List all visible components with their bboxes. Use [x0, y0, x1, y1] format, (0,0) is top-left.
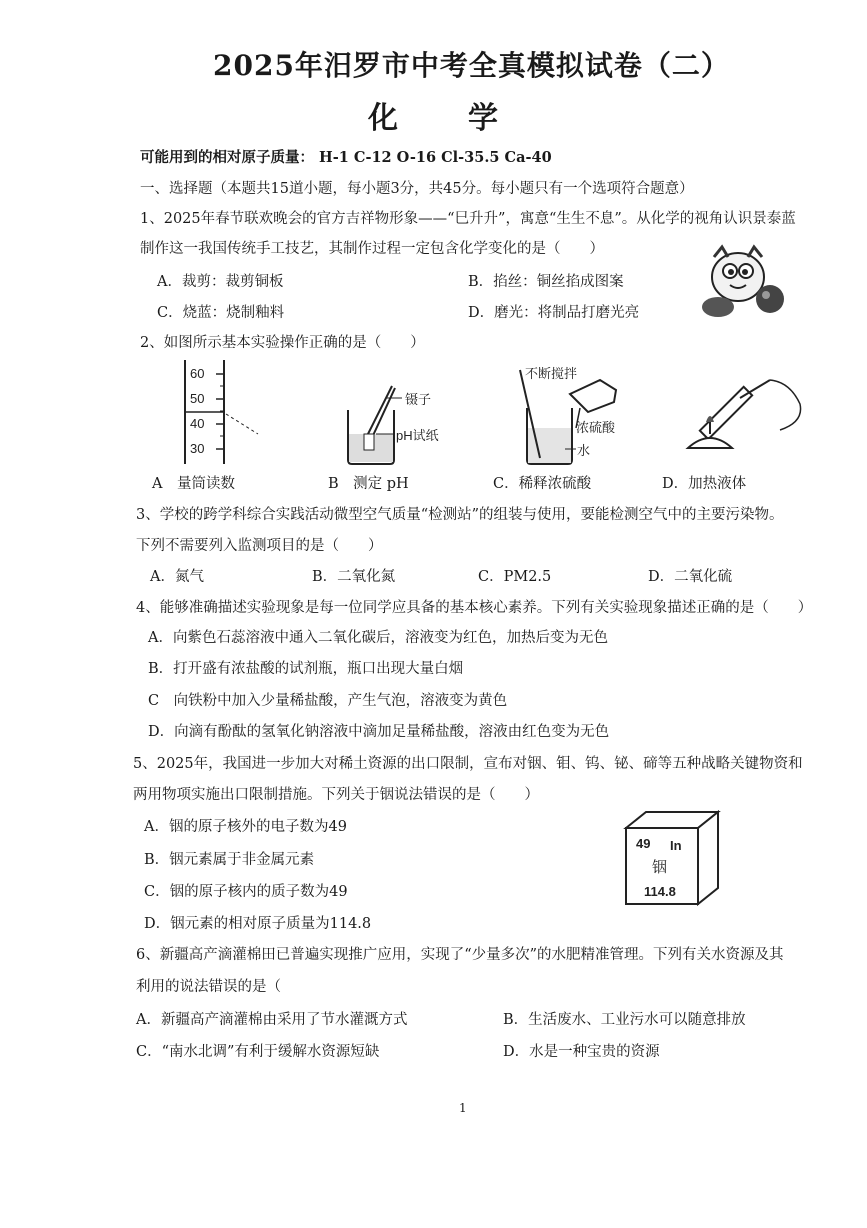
- q5-option-a[interactable]: A．铟的原子核外的电子数为49: [144, 819, 347, 835]
- q2-option-a[interactable]: A 量筒读数: [152, 476, 235, 492]
- q2-stem: 2、如图所示基本实验操作正确的是（ ）: [140, 335, 425, 351]
- subject-heading: [368, 93, 568, 137]
- q6-stem-line2: 利用的说法错误的是（: [136, 979, 281, 995]
- water-label: 水: [577, 443, 591, 458]
- q5-stem-line2: 两用物项实施出口限制措施。下列关于铟说法错误的是（ ）: [133, 787, 539, 803]
- cylinder-tick-60: 60: [190, 366, 205, 381]
- q3-option-a[interactable]: A．氮气: [150, 569, 204, 585]
- q6-option-c[interactable]: C．“南水北调”有利于缓解水资源短缺: [136, 1044, 380, 1060]
- q6-option-d[interactable]: D．水是一种宝贵的资源: [503, 1044, 660, 1060]
- subject-char-2: 学: [468, 101, 498, 136]
- q3-option-b[interactable]: B．二氧化氮: [312, 569, 396, 585]
- ph-paper-label: pH试纸: [396, 428, 439, 443]
- q4-option-c[interactable]: C 向铁粉中加入少量稀盐酸，产生气泡，溶液变为黄色: [148, 693, 508, 709]
- page-number: 1: [459, 1101, 467, 1115]
- q1-option-a[interactable]: A．裁剪：裁剪铜板: [157, 274, 284, 290]
- indium-element-card: [622, 808, 722, 908]
- q5-option-b[interactable]: B．铟元素属于非金属元素: [144, 852, 315, 868]
- q6-stem-line1: 6、新疆高产滴灌棉田已普遍实现推广应用，实现了“少量多次”的水肥精准管理。下列有关水资源及其: [136, 947, 784, 963]
- acid-label: 浓硫酸: [576, 420, 616, 435]
- exam-title: 2025年汨罗市中考全真模拟试卷（二）: [213, 49, 730, 82]
- mascot-image: [690, 243, 790, 321]
- q4-option-b[interactable]: B．打开盛有浓盐酸的试剂瓶，瓶口出现大量白烟: [148, 661, 464, 677]
- q1-stem-line2: 制作这一我国传统手工技艺，其制作过程一定包含化学变化的是（ ）: [140, 241, 604, 257]
- atomic-masses: 可能用到的相对原子质量： H-1 C-12 O-16 Cl-35.5 Ca-40: [140, 149, 552, 166]
- q3-option-d[interactable]: D．二氧化硫: [648, 569, 733, 585]
- q1-stem-line1: 1、2025年春节联欢晚会的官方吉祥物形象——“巳升升”，寓意“生生不息”。从化学的视角认识景泰蓝: [140, 211, 796, 227]
- q4-option-d[interactable]: D．向滴有酚酞的氢氧化钠溶液中滴加足量稀盐酸，溶液由红色变为无色: [148, 724, 610, 740]
- section-heading: 一、选择题（本题共15道小题，每小题3分，共45分。每小题只有一个选项符合题意）: [140, 181, 694, 197]
- cylinder-tick-40: 40: [190, 416, 205, 431]
- q2-option-d[interactable]: D．加热液体: [662, 476, 747, 492]
- stirring-label: 不断搅拌: [525, 366, 578, 381]
- q2-option-c[interactable]: C．稀释浓硫酸: [493, 476, 592, 492]
- element-name: 铟: [652, 859, 668, 876]
- cylinder-tick-50: 50: [190, 391, 205, 406]
- q4-option-a[interactable]: A．向紫色石蕊溶液中通入二氧化碳后，溶液变为红色，加热后变为无色: [148, 630, 608, 646]
- dilute-acid-figure: [520, 366, 616, 464]
- q2-option-b[interactable]: B 测定 pH: [328, 476, 409, 492]
- q5-option-c[interactable]: C．铟的原子核内的质子数为49: [144, 884, 348, 900]
- q3-option-c[interactable]: C．PM2.5: [478, 569, 552, 585]
- element-symbol: In: [670, 838, 682, 853]
- tweezers-label: 镊子: [405, 392, 432, 407]
- q1-option-b[interactable]: B．掐丝：铜丝掐成图案: [468, 274, 624, 290]
- cylinder-tick-30: 30: [190, 441, 205, 456]
- q3-stem-line2: 下列不需要列入监测项目的是（ ）: [136, 538, 383, 554]
- element-mass: 114.8: [644, 884, 676, 899]
- q3-stem-line1: 3、学校的跨学科综合实践活动微型空气质量“检测站”的组装与使用，要能检测空气中的主要污染物。: [136, 507, 784, 523]
- q1-option-d[interactable]: D．磨光：将制品打磨光亮: [468, 305, 640, 321]
- element-number: 49: [636, 836, 651, 851]
- subject-char-1: 化: [368, 101, 398, 136]
- heating-liquid-figure: [688, 380, 801, 448]
- q4-stem: 4、能够准确描述实验现象是每一位同学应具备的基本核心素养。下列有关实验现象描述正确的是（ ）: [136, 600, 813, 616]
- q5-option-d[interactable]: D．铟元素的相对原子质量为114.8: [144, 916, 372, 932]
- q6-option-b[interactable]: B．生活废水、工业污水可以随意排放: [503, 1012, 746, 1028]
- q6-option-a[interactable]: A．新疆高产滴灌棉由采用了节水灌溉方式: [136, 1012, 408, 1028]
- q5-stem-line1: 5、2025年，我国进一步加大对稀土资源的出口限制，宣布对铟、钼、钨、铋、碲等五种战略关键物资和: [133, 756, 803, 772]
- q1-option-c[interactable]: C．烧蓝：烧制釉料: [157, 305, 285, 321]
- ph-test-figure: [348, 386, 439, 464]
- q2-figures: [140, 352, 840, 470]
- graduated-cylinder-figure: [185, 360, 258, 464]
